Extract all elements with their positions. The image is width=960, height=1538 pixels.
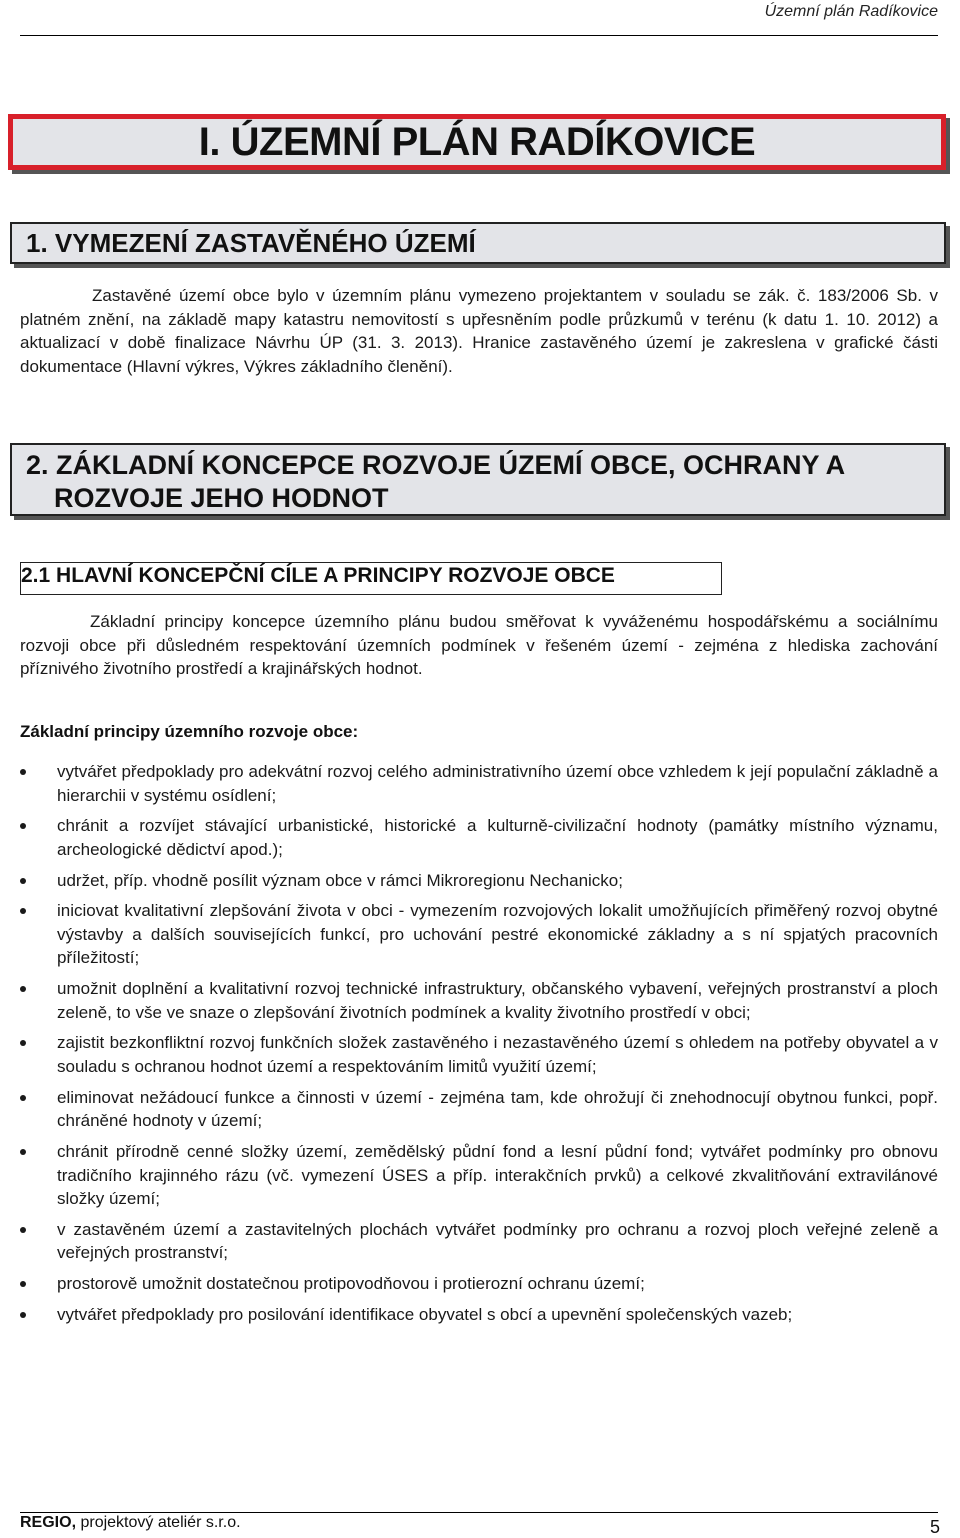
- footer-company: [20, 1514, 241, 1532]
- page-number: 5: [929, 1517, 940, 1537]
- footer-rule: [20, 1512, 938, 1513]
- list-item: [20, 1031, 938, 1078]
- subsection-2-1-heading: 2.1 HLAVNÍ KONCEPČNÍ CÍLE A PRINCIPY ROZVOJE OBCE: [20, 562, 722, 595]
- principles-heading: Základní principy územního rozvoje obce:: [20, 722, 359, 741]
- bullet-icon: [20, 1095, 26, 1101]
- document-title: I. ÚZEMNÍ PLÁN RADÍKOVICE: [8, 114, 946, 170]
- list-item-text: prostorově umožnit dostatečnou protipovodňovou i protierozní ochranu území;: [57, 1274, 645, 1294]
- list-item-text: v zastavěném území a zastavitelných plochách vytvářet podmínky pro ochranu a rozvoj ploch veřejné zeleně a veřejných prostranství;: [57, 1219, 938, 1263]
- bullet-icon: [20, 823, 26, 829]
- bullet-icon: [20, 878, 26, 884]
- list-item-text: umožnit doplnění a kvalitativní rozvoj technické infrastruktury, občanského vybavení, veřejných prostranství a ploch zeleně, to vše ve snaze o zlepšování životních podmínek a kvality životního prostředí v obci;: [57, 979, 938, 1022]
- list-item: [20, 1303, 938, 1327]
- bullet-icon: [20, 908, 26, 914]
- list-item-text: vytvářet předpoklady pro posilování identifikace obyvatel s obcí a upevnění společenských vazeb;: [57, 1304, 793, 1324]
- bullet-icon: [20, 1312, 26, 1318]
- bullet-icon: [20, 1281, 26, 1287]
- section-1-heading: 1. VYMEZENÍ ZASTAVĚNÉHO ÚZEMÍ: [10, 222, 946, 264]
- bullet-icon: [20, 1227, 26, 1233]
- bullet-icon: [20, 986, 26, 992]
- list-item-text: zajistit bezkonfliktní rozvoj funkčních složek zastavěného i nezastavěného území s ohledem na potřeby obyvatel a v souladu s ochranou hodnot území a respektováním limitů využití území;: [57, 1033, 938, 1076]
- list-item: [20, 977, 938, 1024]
- list-item-text: eliminovat nežádoucí funkce a činnosti v území - zejména tam, kde ohrožují či znehodnocují obytnou funkci, popř. chráněné hodnoty v území;: [57, 1087, 938, 1131]
- list-item: [20, 1086, 938, 1133]
- list-item: [20, 1140, 938, 1211]
- list-item-text: chránit přírodně cenné složky území, zemědělský půdní fond a lesní půdní fond; vytvářet podmínky pro obnovu tradičního krajinného rázu (vč. vymezení ÚSES a příp. interakčních prvků) a celkové zkvalitňování extravilánové složky území;: [57, 1142, 938, 1209]
- bullet-icon: [20, 769, 26, 775]
- principles-list: [20, 760, 938, 1334]
- running-header: Územní plán Radíkovice: [764, 3, 938, 20]
- footer-company-bold: REGIO,: [20, 1514, 77, 1531]
- list-item: [20, 760, 938, 807]
- list-item: [20, 899, 938, 970]
- section-2-heading: 2. ZÁKLADNÍ KONCEPCE ROZVOJE ÚZEMÍ OBCE, OCHRANY A ROZVOJE JEHO HODNOT: [10, 443, 946, 516]
- subsection-2-1-paragraph: Základní principy koncepce územního plánu budou směřovat k vyváženému hospodářskému a sociálnímu rozvoji obce při důsledném respektování územních podmínek v řešeném území - zejména z hlediska zachování příznivého životního prostředí a krajinářských hodnot.: [20, 612, 938, 678]
- footer-company-rest: projektový ateliér s.r.o.: [76, 1514, 241, 1531]
- list-item: [20, 814, 938, 861]
- list-item-text: udržet, příp. vhodně posílit význam obce v rámci Mikroregionu Nechanicko;: [57, 870, 623, 890]
- section-1-paragraph: Zastavěné území obce bylo v územním plánu vymezeno projektantem v souladu se zák. č. 183/2006 Sb. v platném znění, na základě mapy katastru nemovitostí s upřesněním podle průzkumů v terénu (k datu 1. 10. 2012) a aktualizací v době finalizace Návrhu ÚP (31. 3. 2013). Hranice zastavěného území je zakreslena v grafické části dokumentace (Hlavní výkres, Výkres základního členění).: [20, 286, 938, 376]
- list-item-text: iniciovat kvalitativní zlepšování života v obci - vymezením rozvojových lokalit umožňujících přiměřený rozvoj obytné výstavby a dalších souvisejících funkcí, pro uchování pestré ekonomické základny a s ní spjatých pracovních příležitostí;: [57, 901, 938, 968]
- list-item: [20, 1218, 938, 1265]
- header-rule: [20, 35, 938, 36]
- bullet-icon: [20, 1149, 26, 1155]
- bullet-icon: [20, 1040, 26, 1046]
- list-item: [20, 869, 938, 893]
- list-item: [20, 1272, 938, 1296]
- list-item-text: vytvářet předpoklady pro adekvátní rozvoj celého administrativního území obce vzhledem k její populační základně a hierarchii v systému osídlení;: [57, 762, 938, 805]
- list-item-text: chránit a rozvíjet stávající urbanistické, historické a kulturně-civilizační hodnoty (památky místního významu, archeologické dědictví apod.);: [57, 816, 938, 859]
